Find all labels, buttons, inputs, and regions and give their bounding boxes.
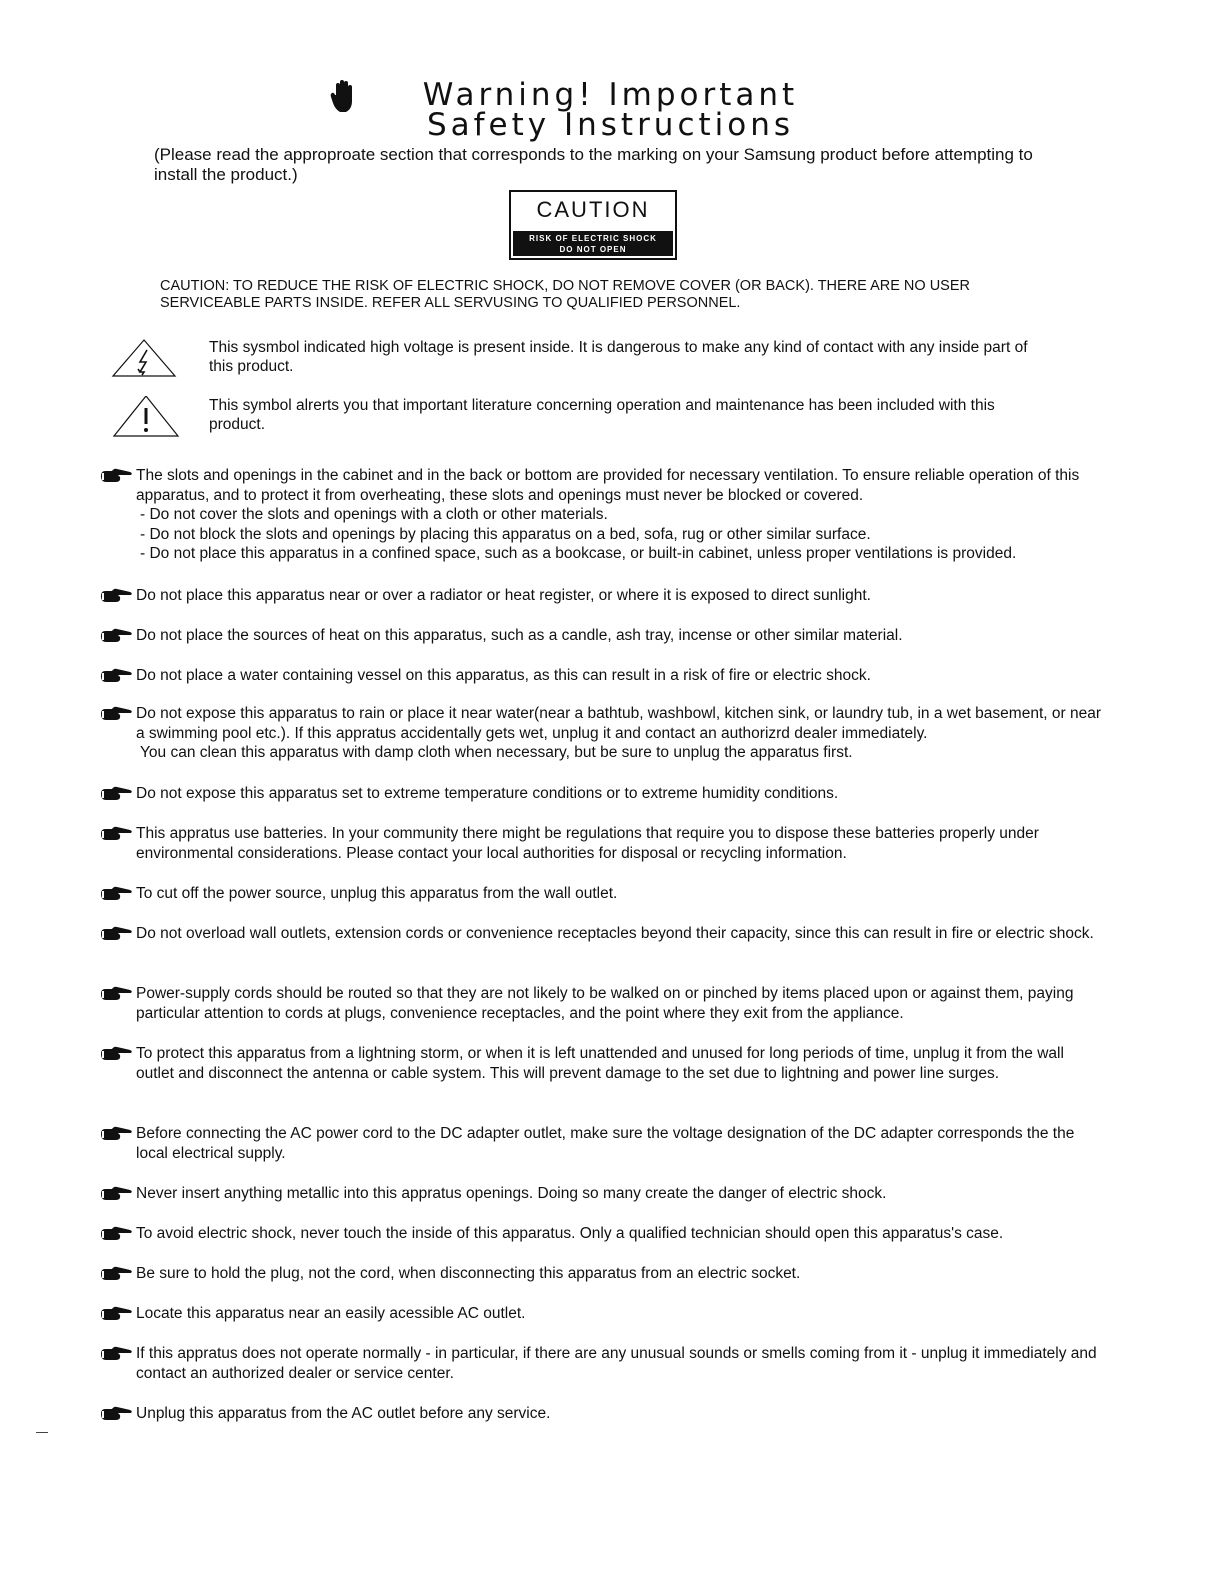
symbol-text-exclamation: This symbol alrerts you that important literature concerning operation and maintenance has been included with this product. xyxy=(209,397,995,433)
list-item-text xyxy=(136,924,1106,944)
list-item-text xyxy=(136,1304,1106,1324)
list-item-main-text: Do not place a water containing vessel on this apparatus, as this can result in a risk of fire or electric shock. xyxy=(136,667,871,684)
list-item-main-text: The slots and openings in the cabinet and in the back or bottom are provided for necessary ventilation. To ensure reliable operation of this apparatus, and to protect it from overheating, these slots and openings must never be blocked or covered. xyxy=(136,467,1080,504)
pointing-hand-icon xyxy=(100,1125,134,1142)
list-item-text xyxy=(136,824,1106,863)
list-item-text xyxy=(136,1044,1106,1083)
pointing-hand-icon xyxy=(100,1265,134,1282)
exclamation-triangle-icon xyxy=(100,396,180,446)
pointing-hand-icon xyxy=(100,785,134,802)
list-item-subpoint: - Do not block the slots and openings by placing this apparatus on a bed, sofa, rug or other similar surface. xyxy=(140,525,871,543)
list-item-text xyxy=(136,586,1106,606)
list-item-main-text: Locate this apparatus near an easily acessible AC outlet. xyxy=(136,1305,526,1322)
list-item-main-text: To avoid electric shock, never touch the inside of this apparatus. Only a qualified technician should open this apparatus's case. xyxy=(136,1225,1004,1242)
list-item-main-text: Do not place this apparatus near or over a radiator or heat register, or where it is exposed to direct sunlight. xyxy=(136,587,871,604)
list-item-text xyxy=(136,466,1106,564)
list-item-text xyxy=(136,784,1106,804)
list-item-subpoint: - Do not place this apparatus in a confined space, such as a bookcase, or built-in cabinet, unless proper ventilations is provided. xyxy=(140,545,1017,562)
list-item-main-text: Do not expose this apparatus set to extreme temperature conditions or to extreme humidity conditions. xyxy=(136,785,839,802)
list-item-text xyxy=(136,626,1106,646)
list-item-main-text: If this appratus does not operate normally - in particular, if there are any unusual sounds or smells coming from it - unplug it immediately and contact an authorized dealer or service center. xyxy=(136,1345,1097,1382)
list-item-text xyxy=(136,984,1106,1023)
list-item-main-text: Never insert anything metallic into this appratus openings. Doing so many create the danger of electric shock. xyxy=(136,1185,887,1202)
list-item-main-text: To cut off the power source, unplug this apparatus from the wall outlet. xyxy=(136,885,618,902)
list-item-main-text: Do not overload wall outlets, extension cords or convenience receptacles beyond their capacity, since this can result in fire or electric shock. xyxy=(136,925,1094,942)
list-item-main-text: Unplug this apparatus from the AC outlet before any service. xyxy=(136,1405,551,1422)
list-item-text xyxy=(136,1224,1106,1244)
pointing-hand-icon xyxy=(100,667,134,684)
list-item-text xyxy=(136,704,1106,763)
list-item-main-text: This appratus use batteries. In your community there might be regulations that require you to dispose these batteries properly under environmental considerations. Please contact your local authorities for disposal or recycling information. xyxy=(136,825,1039,862)
list-item-subpoint: - Do not cover the slots and openings with a cloth or other materials. xyxy=(140,506,608,523)
list-item-subpoint: You can clean this apparatus with damp cloth when necessary, but be sure to unplug the apparatus first. xyxy=(140,744,853,761)
list-item-text xyxy=(136,1404,1106,1424)
pointing-hand-icon xyxy=(100,467,134,484)
page-mark xyxy=(36,1432,48,1433)
pointing-hand-icon xyxy=(100,1345,134,1362)
caution-label-line1: RISK OF ELECTRIC SHOCK xyxy=(529,234,657,243)
list-item-text xyxy=(136,1344,1106,1383)
pointing-hand-icon xyxy=(100,1405,134,1422)
pointing-hand-icon xyxy=(100,1305,134,1322)
list-item-text xyxy=(136,1264,1106,1284)
pointing-hand-icon xyxy=(100,885,134,902)
list-item-main-text: To protect this apparatus from a lightning storm, or when it is left unattended and unused for long periods of time, unplug it from the wall outlet and disconnect the antenna or cable system. This will prevent damage to the set due to lightning and power line surges. xyxy=(136,1045,1064,1082)
pointing-hand-icon xyxy=(100,627,134,644)
list-item-main-text: Power-supply cords should be routed so that they are not likely to be walked on or pinched by items placed upon or against them, paying particular attention to cords at plugs, convenience receptacles, and the point where they exit from the appliance. xyxy=(136,985,1074,1022)
pointing-hand-icon xyxy=(100,1045,134,1062)
list-item-text xyxy=(136,1124,1106,1163)
list-item-main-text: Be sure to hold the plug, not the cord, when disconnecting this apparatus from an electric socket. xyxy=(136,1265,801,1282)
caution-label-line2: DO NOT OPEN xyxy=(559,245,627,254)
list-item-text xyxy=(136,884,1106,904)
intro-text: (Please read the approproate section that corresponds to the marking on your Samsung product before attempting to install the product.) xyxy=(154,145,1033,184)
page-title: Warning! Important xyxy=(422,77,799,113)
list-item-text xyxy=(136,666,1106,686)
page-subtitle: Safety Instructions xyxy=(426,107,795,143)
pointing-hand-icon xyxy=(100,985,134,1002)
pointing-hand-icon xyxy=(100,1185,134,1202)
list-item-main-text: Before connecting the AC power cord to the DC adapter outlet, make sure the voltage designation of the DC adapter corresponds the the local electrical supply. xyxy=(136,1125,1075,1162)
pointing-hand-icon xyxy=(100,925,134,942)
pointing-hand-icon xyxy=(100,825,134,842)
caution-label-title: CAUTION xyxy=(536,197,650,222)
list-item-main-text: Do not place the sources of heat on this apparatus, such as a candle, ash tray, incense or other similar material. xyxy=(136,627,903,644)
pointing-hand-icon xyxy=(100,705,134,722)
list-item-main-text: Do not expose this apparatus to rain or place it near water(near a bathtub, washbowl, kitchen sink, or laundry tub, in a wet basement, or near a swimming pool etc.). If this appratus accidentally gets wet, unplug it and contact an authorizrd dealer immediately. xyxy=(136,705,1101,742)
pointing-hand-icon xyxy=(100,1225,134,1242)
symbol-text-high-voltage: This sysmbol indicated high voltage is present inside. It is dangerous to make any kind of contact with any inside part of this product. xyxy=(209,339,1028,375)
caution-label xyxy=(509,190,677,260)
list-item-text xyxy=(136,1184,1106,1204)
pointing-hand-icon xyxy=(100,587,134,604)
high-voltage-triangle-icon xyxy=(100,338,180,388)
caution-label-band xyxy=(513,231,673,256)
caution-note: CAUTION: TO REDUCE THE RISK OF ELECTRIC SHOCK, DO NOT REMOVE COVER (OR BACK). THERE ARE NO USER SERVICEABLE PARTS INSIDE. REFER ALL SERVUSING TO QUALIFIED PERSONNEL. xyxy=(160,278,970,311)
